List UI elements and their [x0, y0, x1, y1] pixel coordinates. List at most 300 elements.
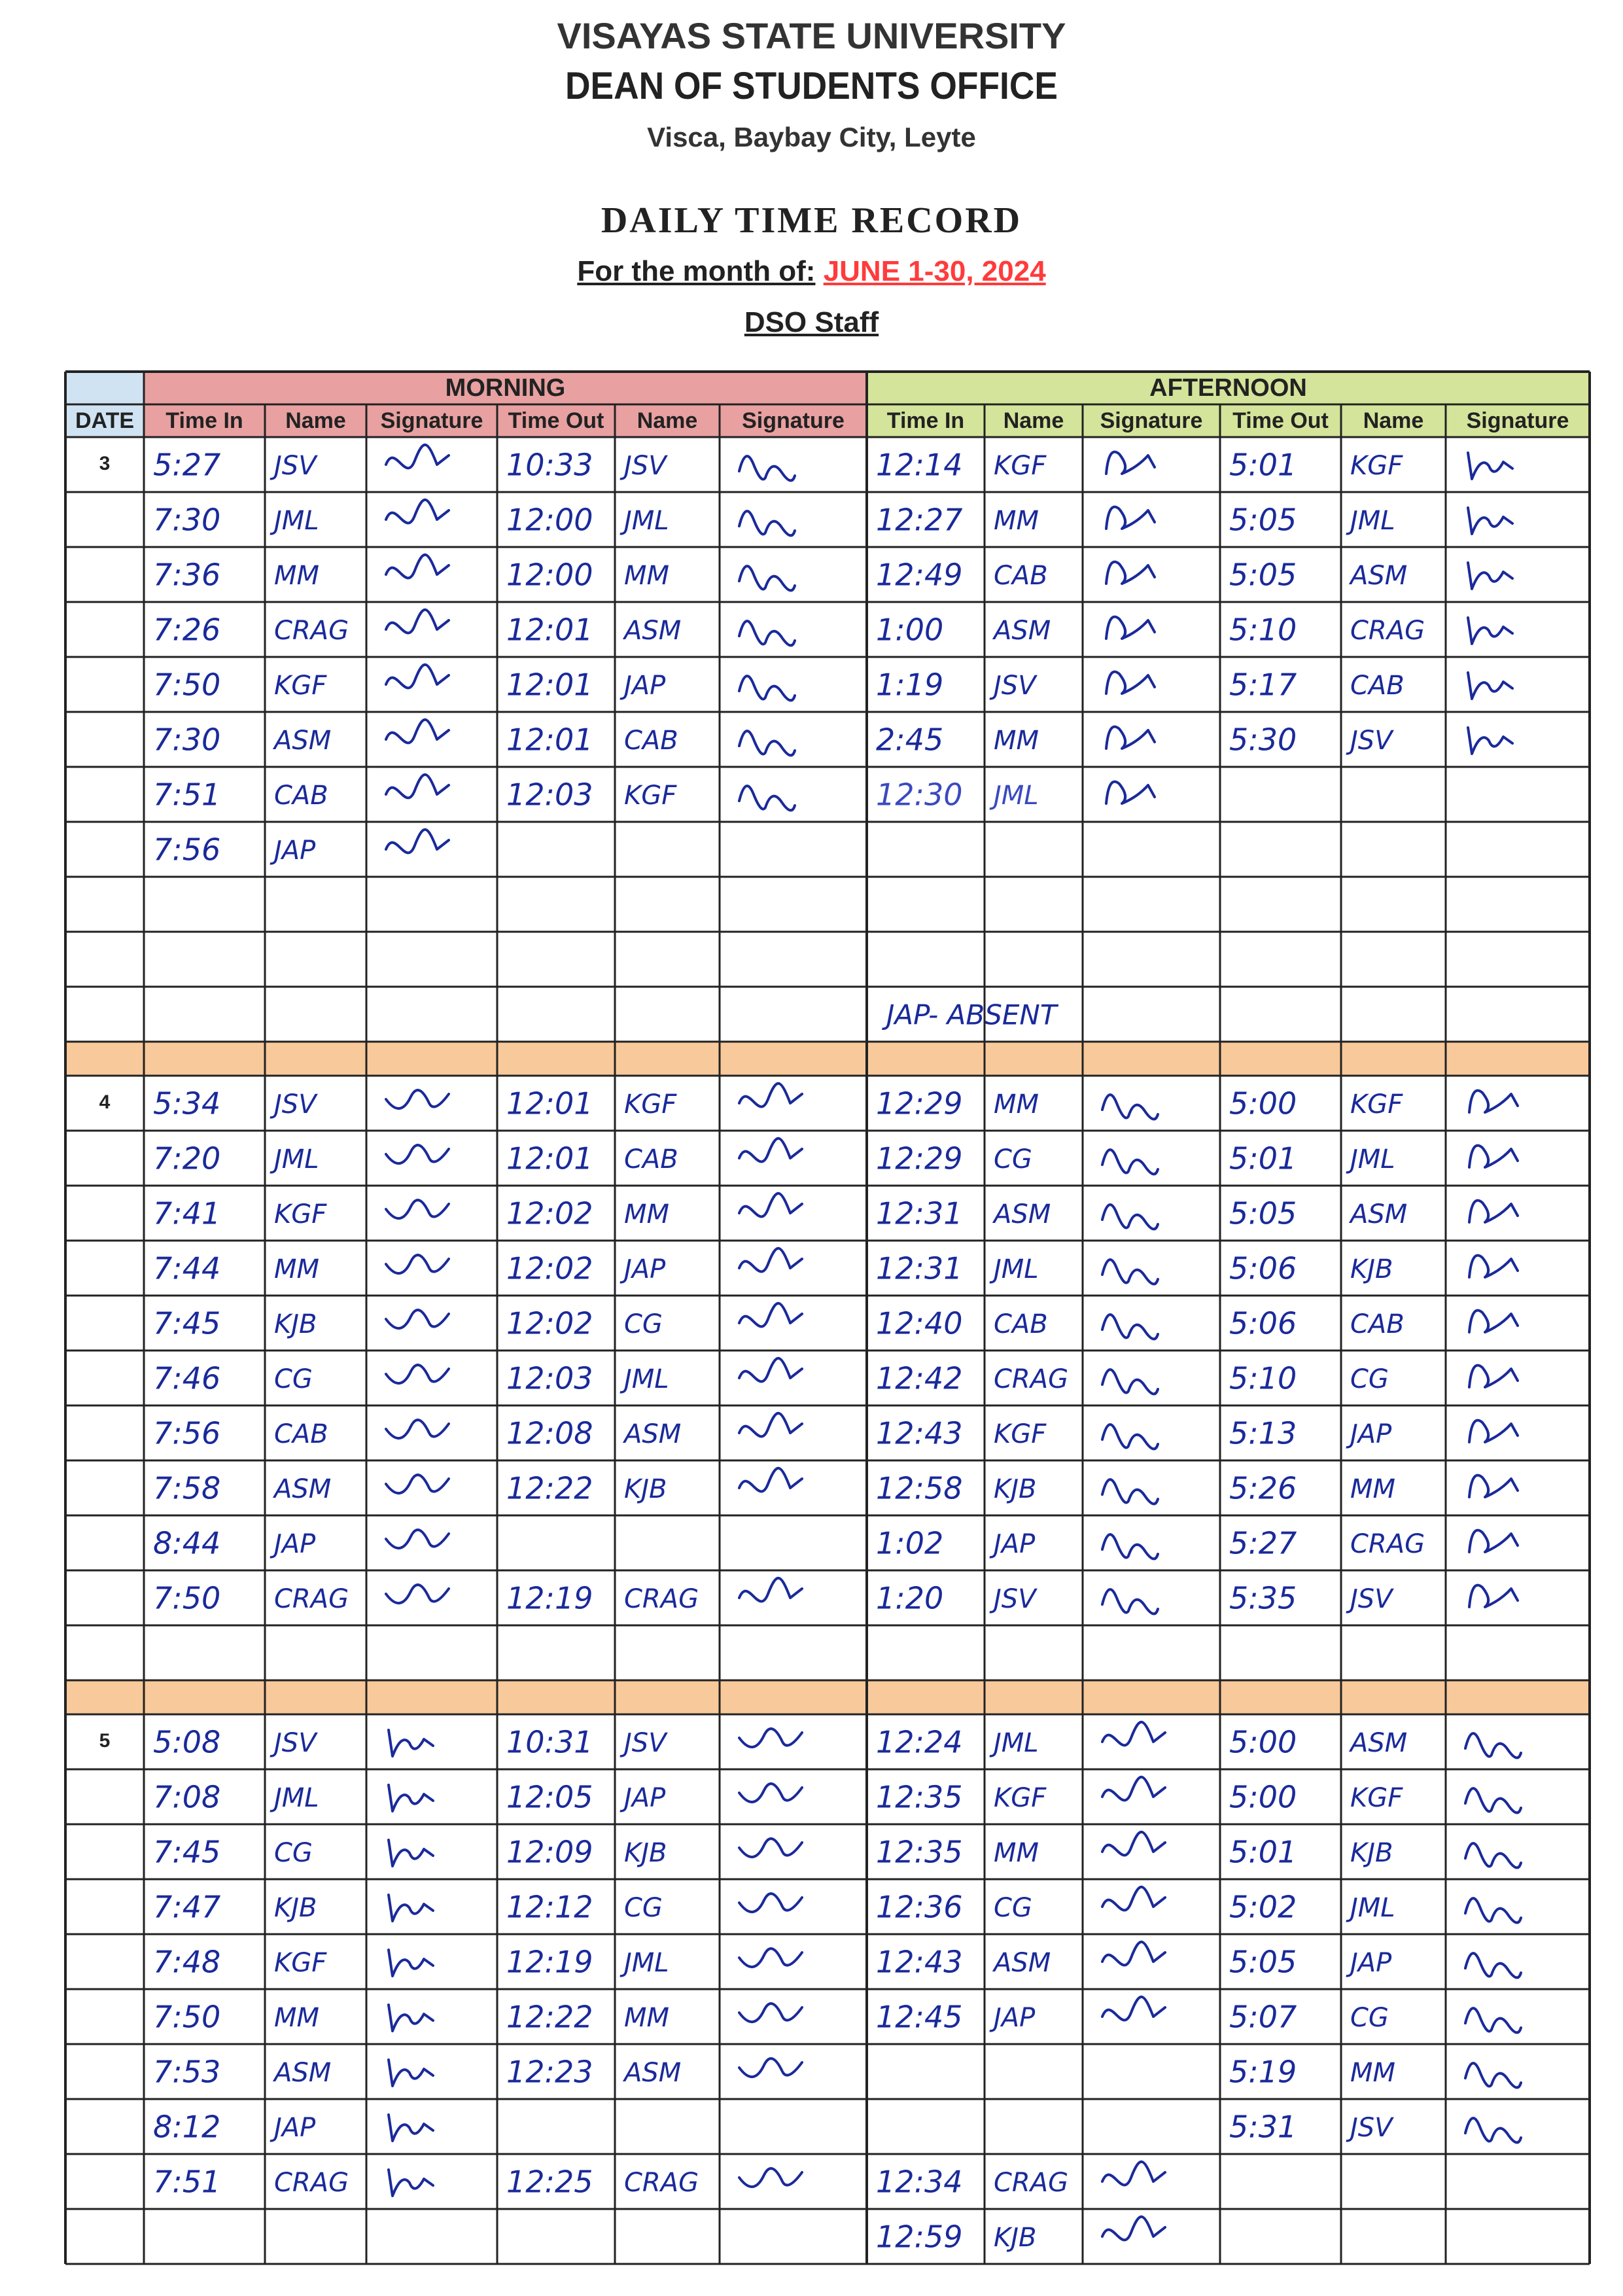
signature-mark — [739, 456, 795, 480]
column-header: Name — [1003, 408, 1064, 433]
name-entry: MM — [274, 2003, 320, 2033]
signature-mark — [1469, 1311, 1518, 1332]
name-entry: MM — [624, 561, 670, 591]
column-header: Signature — [1466, 408, 1569, 433]
time-entry: 7:51 — [153, 2164, 221, 2200]
signature-mark — [1468, 673, 1512, 699]
signature-mark — [1465, 2063, 1521, 2087]
name-entry: CG — [624, 1893, 663, 1923]
signature-mark — [1106, 562, 1155, 584]
name-entry: CRAG — [994, 1364, 1069, 1394]
name-entry: JML — [624, 506, 669, 536]
signature-mark — [1106, 782, 1155, 804]
signature-mark — [386, 1530, 449, 1548]
time-entry: 7:30 — [153, 722, 221, 758]
name-entry: CAB — [1350, 1309, 1405, 1339]
name-entry: CRAG — [1350, 1529, 1425, 1559]
morning-header: MORNING — [445, 374, 566, 402]
time-entry: 7:41 — [153, 1195, 221, 1231]
signature-mark — [386, 830, 449, 853]
month-value: JUNE 1-30, 2024 — [823, 255, 1046, 287]
name-entry: CG — [274, 1364, 313, 1394]
name-entry: JSV — [994, 1584, 1036, 1614]
time-entry: 5:10 — [1229, 1360, 1297, 1396]
name-entry: JSV — [624, 1728, 667, 1758]
name-entry: CG — [624, 1309, 663, 1339]
time-entry: 5:19 — [1229, 2054, 1297, 2090]
signature-mark — [386, 1090, 449, 1108]
time-entry: 5:10 — [1229, 612, 1297, 648]
form-title: DAILY TIME RECORD — [601, 200, 1022, 241]
time-entry: 12:49 — [876, 557, 963, 593]
signature-mark — [389, 1785, 433, 1811]
name-entry: ASM — [624, 616, 682, 646]
signature-mark — [739, 1949, 802, 1967]
time-entry: 12:22 — [506, 1470, 593, 1506]
name-entry: KGF — [274, 1199, 327, 1229]
time-entry: 12:25 — [506, 2164, 593, 2200]
time-entry: 5:05 — [1229, 502, 1297, 538]
signature-mark — [739, 1894, 802, 1912]
time-entry: 12:31 — [876, 1195, 963, 1231]
signature-mark — [1102, 1479, 1158, 1504]
time-entry: 1:20 — [876, 1580, 944, 1616]
month-label: For the month of: — [577, 255, 816, 287]
name-entry: CAB — [274, 1419, 328, 1449]
signature-mark — [739, 1358, 802, 1382]
signature-mark — [1469, 1146, 1518, 1167]
column-header: DATE — [75, 408, 135, 433]
time-entry: 12:43 — [876, 1415, 963, 1451]
signature-mark — [386, 720, 449, 743]
signature-mark — [1102, 1534, 1158, 1559]
name-entry: KJB — [994, 2223, 1037, 2253]
time-entry: 12:02 — [506, 1250, 593, 1286]
name-entry: ASM — [1350, 561, 1408, 591]
signature-mark — [386, 500, 449, 523]
time-entry: 12:36 — [876, 1889, 963, 1925]
time-entry: 7:48 — [153, 1944, 221, 1980]
signature-mark — [1465, 1733, 1521, 1757]
column-header: Time In — [886, 408, 965, 433]
name-entry: KJB — [1350, 1838, 1393, 1868]
time-entry: 5:27 — [1229, 1525, 1297, 1561]
time-entry: 7:53 — [153, 2054, 221, 2090]
time-entry: 5:07 — [1229, 1999, 1297, 2035]
signature-mark — [1465, 1843, 1521, 1867]
time-entry: 12:00 — [506, 557, 593, 593]
name-entry: JSV — [1350, 726, 1393, 756]
name-entry: MM — [274, 561, 320, 591]
name-entry: JAP — [1350, 1419, 1392, 1449]
signature-mark — [1469, 1091, 1518, 1112]
signature-mark — [739, 566, 795, 590]
column-header: Time In — [166, 408, 243, 433]
time-entry: 8:44 — [153, 1525, 221, 1561]
name-entry: JSV — [994, 671, 1036, 701]
time-entry: 12:29 — [876, 1140, 963, 1176]
time-entry: 5:27 — [153, 447, 221, 483]
time-entry: 7:47 — [153, 1889, 221, 1925]
time-entry: 12:29 — [876, 1086, 963, 1122]
signature-mark — [1102, 1722, 1165, 1746]
time-entry: 5:06 — [1229, 1250, 1297, 1286]
signature-mark — [1102, 1095, 1158, 1119]
time-entry: 12:19 — [506, 1580, 593, 1616]
university-name: VISAYAS STATE UNIVERSITY — [557, 15, 1066, 56]
signature-mark — [386, 1145, 449, 1163]
name-entry: JAP — [624, 671, 666, 701]
signature-mark — [739, 1839, 802, 1857]
time-entry: 10:31 — [506, 1724, 593, 1760]
name-entry: KJB — [624, 1838, 667, 1868]
signature-mark — [739, 676, 795, 700]
day-separator — [65, 1680, 1590, 1714]
time-entry: 12:01 — [506, 1140, 593, 1176]
name-entry: JAP — [274, 1529, 316, 1559]
column-header: Time Out — [1232, 408, 1329, 433]
time-entry: 7:08 — [153, 1779, 221, 1815]
signature-mark — [739, 621, 795, 645]
time-entry: 12:45 — [876, 1999, 963, 2035]
time-entry: 5:35 — [1229, 1580, 1297, 1616]
signature-mark — [739, 1784, 802, 1802]
signature-mark — [739, 2004, 802, 2022]
name-entry: KJB — [1350, 1254, 1393, 1284]
day-separator — [65, 1042, 1590, 1076]
name-entry: MM — [994, 506, 1039, 536]
time-entry: 7:20 — [153, 1140, 221, 1176]
time-entry: 5:13 — [1229, 1415, 1297, 1451]
time-entry: 12:03 — [506, 777, 593, 813]
name-entry: JML — [624, 1948, 669, 1978]
time-entry: 5:30 — [1229, 722, 1297, 758]
name-entry: CG — [1350, 1364, 1389, 1394]
name-entry: MM — [274, 1254, 320, 1284]
signature-mark — [386, 665, 449, 688]
signature-mark — [1102, 1315, 1158, 1339]
name-entry: JAP — [274, 836, 316, 866]
name-entry: KGF — [1350, 451, 1403, 481]
time-entry: 12:58 — [876, 1470, 963, 1506]
signature-mark — [389, 2060, 433, 2086]
time-entry: 5:00 — [1229, 1086, 1297, 1122]
time-entry: 12:03 — [506, 1360, 593, 1396]
name-entry: CG — [274, 1838, 313, 1868]
signature-mark — [1102, 1260, 1158, 1284]
name-entry: ASM — [994, 1199, 1051, 1229]
signature-mark — [739, 2168, 802, 2187]
signature-mark — [1465, 1898, 1521, 1922]
time-entry: 12:01 — [506, 722, 593, 758]
signature-mark — [739, 1729, 802, 1747]
name-entry: KGF — [274, 671, 327, 701]
time-entry: 12:09 — [506, 1834, 593, 1870]
signature-mark — [1102, 1205, 1158, 1229]
name-entry: CG — [994, 1144, 1032, 1174]
time-entry: 12:35 — [876, 1834, 963, 1870]
signature-mark — [1102, 2162, 1165, 2185]
name-entry: KJB — [994, 1474, 1037, 1504]
signature-mark — [1468, 508, 1512, 534]
time-entry: 12:43 — [876, 1944, 963, 1980]
time-entry: 12:59 — [876, 2219, 963, 2255]
signature-mark — [1102, 1777, 1165, 1801]
name-entry: CAB — [1350, 671, 1405, 701]
name-entry: MM — [1350, 2058, 1396, 2088]
time-entry: 1:19 — [876, 667, 944, 703]
signature-mark — [1106, 507, 1155, 529]
name-entry: CRAG — [624, 1584, 699, 1614]
name-entry: JML — [994, 1728, 1039, 1758]
signature-mark — [1469, 1530, 1518, 1552]
signature-mark — [739, 786, 795, 810]
signature-mark — [1469, 1475, 1518, 1497]
name-entry: MM — [624, 1199, 670, 1229]
signature-mark — [1468, 618, 1512, 644]
signature-mark — [389, 1950, 433, 1976]
name-entry: ASM — [994, 616, 1051, 646]
time-entry: 1:00 — [876, 612, 944, 648]
time-entry: 12:19 — [506, 1944, 593, 1980]
name-entry: MM — [994, 726, 1039, 756]
time-entry: 5:26 — [1229, 1470, 1297, 1506]
name-entry: JAP — [274, 2113, 316, 2143]
name-entry: CRAG — [624, 2168, 699, 2198]
signature-mark — [1106, 452, 1155, 474]
time-entry: 7:50 — [153, 667, 221, 703]
name-entry: JML — [624, 1364, 669, 1394]
name-entry: ASM — [624, 1419, 682, 1449]
signature-mark — [1469, 1421, 1518, 1442]
signature-mark — [386, 1420, 449, 1438]
signature-mark — [1106, 617, 1155, 639]
name-entry: CRAG — [994, 2168, 1069, 2198]
signature-mark — [1102, 1424, 1158, 1449]
name-entry: ASM — [1350, 1199, 1408, 1229]
column-header: Time Out — [508, 408, 604, 433]
time-entry: 5:05 — [1229, 557, 1297, 593]
time-entry: 7:36 — [153, 557, 221, 593]
time-entry: 12:34 — [876, 2164, 963, 2200]
time-entry: 12:30 — [876, 777, 963, 813]
afternoon-header: AFTERNOON — [1149, 374, 1307, 402]
name-entry: JML — [1350, 506, 1395, 536]
time-entry: 7:46 — [153, 1360, 221, 1396]
name-entry: JSV — [274, 451, 317, 481]
signature-mark — [739, 1193, 802, 1217]
signature-mark — [1102, 1832, 1165, 1856]
name-entry: ASM — [274, 2058, 332, 2088]
name-entry: KGF — [1350, 1783, 1403, 1813]
time-entry: 7:45 — [153, 1834, 221, 1870]
signature-mark — [1102, 1997, 1165, 2021]
time-entry: 12:42 — [876, 1360, 963, 1396]
signature-mark — [739, 731, 795, 755]
name-entry: KJB — [274, 1893, 317, 1923]
name-entry: CAB — [994, 561, 1048, 591]
name-entry: ASM — [274, 726, 332, 756]
name-entry: CG — [1350, 2003, 1389, 2033]
time-entry: 5:31 — [1229, 2109, 1297, 2145]
name-entry: CAB — [624, 726, 678, 756]
date-value: 5 — [99, 1729, 111, 1752]
signature-mark — [739, 2058, 802, 2077]
signature-mark — [389, 2115, 433, 2141]
signature-mark — [739, 1578, 802, 1602]
time-entry: 12:02 — [506, 1195, 593, 1231]
time-entry: 2:45 — [876, 722, 944, 758]
column-header: Name — [285, 408, 346, 433]
signature-mark — [386, 610, 449, 633]
signature-mark — [389, 2005, 433, 2031]
name-entry: JML — [274, 1783, 319, 1813]
name-entry: KJB — [274, 1309, 317, 1339]
signature-mark — [1469, 1585, 1518, 1607]
time-entry: 12:27 — [876, 502, 963, 538]
signature-mark — [1465, 1788, 1521, 1812]
name-entry: MM — [994, 1838, 1039, 1868]
signature-mark — [1468, 453, 1512, 479]
time-entry: 7:44 — [153, 1250, 221, 1286]
time-entry: 5:02 — [1229, 1889, 1297, 1925]
time-entry: 5:17 — [1229, 667, 1297, 703]
signature-mark — [386, 775, 449, 798]
signature-mark — [386, 555, 449, 578]
time-entry: 10:33 — [506, 447, 593, 483]
time-entry: 5:06 — [1229, 1305, 1297, 1341]
column-header: Signature — [380, 408, 483, 433]
time-entry: 12:01 — [506, 612, 593, 648]
time-entry: 5:05 — [1229, 1195, 1297, 1231]
time-entry: 7:56 — [153, 832, 221, 868]
absence-note: JAP- ABSENT — [886, 998, 1057, 1031]
signature-mark — [739, 1084, 802, 1107]
time-entry: 5:00 — [1229, 1724, 1297, 1760]
signature-mark — [1468, 563, 1512, 589]
name-entry: MM — [994, 1089, 1039, 1120]
time-entry: 7:50 — [153, 1580, 221, 1616]
name-entry: KGF — [624, 781, 677, 811]
signature-mark — [739, 1303, 802, 1327]
signature-mark — [1102, 1369, 1158, 1394]
name-entry: JAP — [624, 1783, 666, 1813]
time-entry: 12:24 — [876, 1724, 963, 1760]
time-entry: 12:23 — [506, 2054, 593, 2090]
name-entry: JAP — [994, 1529, 1036, 1559]
time-entry: 7:56 — [153, 1415, 221, 1451]
name-entry: JSV — [1350, 2113, 1393, 2143]
name-entry: KGF — [994, 1419, 1047, 1449]
time-entry: 12:01 — [506, 667, 593, 703]
signature-mark — [1465, 2118, 1521, 2142]
date-value: 3 — [99, 452, 111, 474]
signature-mark — [386, 1585, 449, 1603]
name-entry: KGF — [994, 1783, 1047, 1813]
time-entry: 7:26 — [153, 612, 221, 648]
name-entry: KGF — [994, 451, 1047, 481]
name-entry: CAB — [274, 781, 328, 811]
signature-mark — [1102, 1887, 1165, 1911]
time-entry: 5:01 — [1229, 1834, 1297, 1870]
signature-mark — [386, 1475, 449, 1493]
name-entry: MM — [1350, 1474, 1396, 1504]
signature-mark — [739, 1413, 802, 1437]
signature-mark — [389, 2170, 433, 2196]
name-entry: JSV — [274, 1728, 317, 1758]
name-entry: ASM — [994, 1948, 1051, 1978]
name-entry: CAB — [994, 1309, 1048, 1339]
time-entry: 1:02 — [876, 1525, 944, 1561]
time-entry: 5:08 — [153, 1724, 221, 1760]
name-entry: JML — [274, 1144, 319, 1174]
signature-mark — [739, 1139, 802, 1162]
signature-mark — [386, 1200, 449, 1218]
name-entry: JML — [994, 1254, 1039, 1284]
name-entry: JSV — [624, 451, 667, 481]
time-entry: 5:34 — [153, 1086, 221, 1122]
signature-mark — [1469, 1366, 1518, 1387]
signature-mark — [739, 511, 795, 535]
time-entry: 7:45 — [153, 1305, 221, 1341]
time-entry: 12:12 — [506, 1889, 593, 1925]
signature-mark — [1102, 1589, 1158, 1614]
time-entry: 7:51 — [153, 777, 221, 813]
column-header: Signature — [742, 408, 845, 433]
name-entry: JML — [994, 781, 1039, 811]
signature-mark — [389, 1840, 433, 1866]
name-entry: JML — [1350, 1144, 1395, 1174]
time-entry: 7:50 — [153, 1999, 221, 2035]
time-entry: 12:31 — [876, 1250, 963, 1286]
time-entry: 12:00 — [506, 502, 593, 538]
time-entry: 8:12 — [153, 2109, 221, 2145]
name-entry: ASM — [274, 1474, 332, 1504]
office-address: Visca, Baybay City, Leyte — [647, 122, 976, 152]
column-header: Name — [1363, 408, 1424, 433]
signature-mark — [386, 445, 449, 468]
signature-mark — [386, 1310, 449, 1328]
office-name: DEAN OF STUDENTS OFFICE — [565, 65, 1058, 107]
time-entry: 12:14 — [876, 447, 963, 483]
name-entry: KGF — [624, 1089, 677, 1120]
signature-mark — [389, 1730, 433, 1756]
time-entry: 12:22 — [506, 1999, 593, 2035]
name-entry: JSV — [1350, 1584, 1393, 1614]
signature-mark — [389, 1895, 433, 1921]
time-entry: 12:05 — [506, 1779, 593, 1815]
date-value: 4 — [99, 1091, 111, 1113]
time-entry: 12:35 — [876, 1779, 963, 1815]
name-entry: JML — [274, 506, 319, 536]
signature-mark — [1106, 672, 1155, 694]
signature-mark — [739, 1468, 802, 1492]
signature-mark — [386, 1365, 449, 1383]
time-entry: 5:01 — [1229, 1140, 1297, 1176]
signature-mark — [386, 1255, 449, 1273]
name-entry: KJB — [624, 1474, 667, 1504]
name-entry: CRAG — [1350, 616, 1425, 646]
name-entry: KGF — [274, 1948, 327, 1978]
time-entry: 7:58 — [153, 1470, 221, 1506]
signature-mark — [1465, 2008, 1521, 2032]
time-entry: 7:30 — [153, 502, 221, 538]
name-entry: CG — [994, 1893, 1032, 1923]
time-entry: 5:01 — [1229, 447, 1297, 483]
name-entry: JAP — [624, 1254, 666, 1284]
name-entry: MM — [624, 2003, 670, 2033]
name-entry: JML — [1350, 1893, 1395, 1923]
